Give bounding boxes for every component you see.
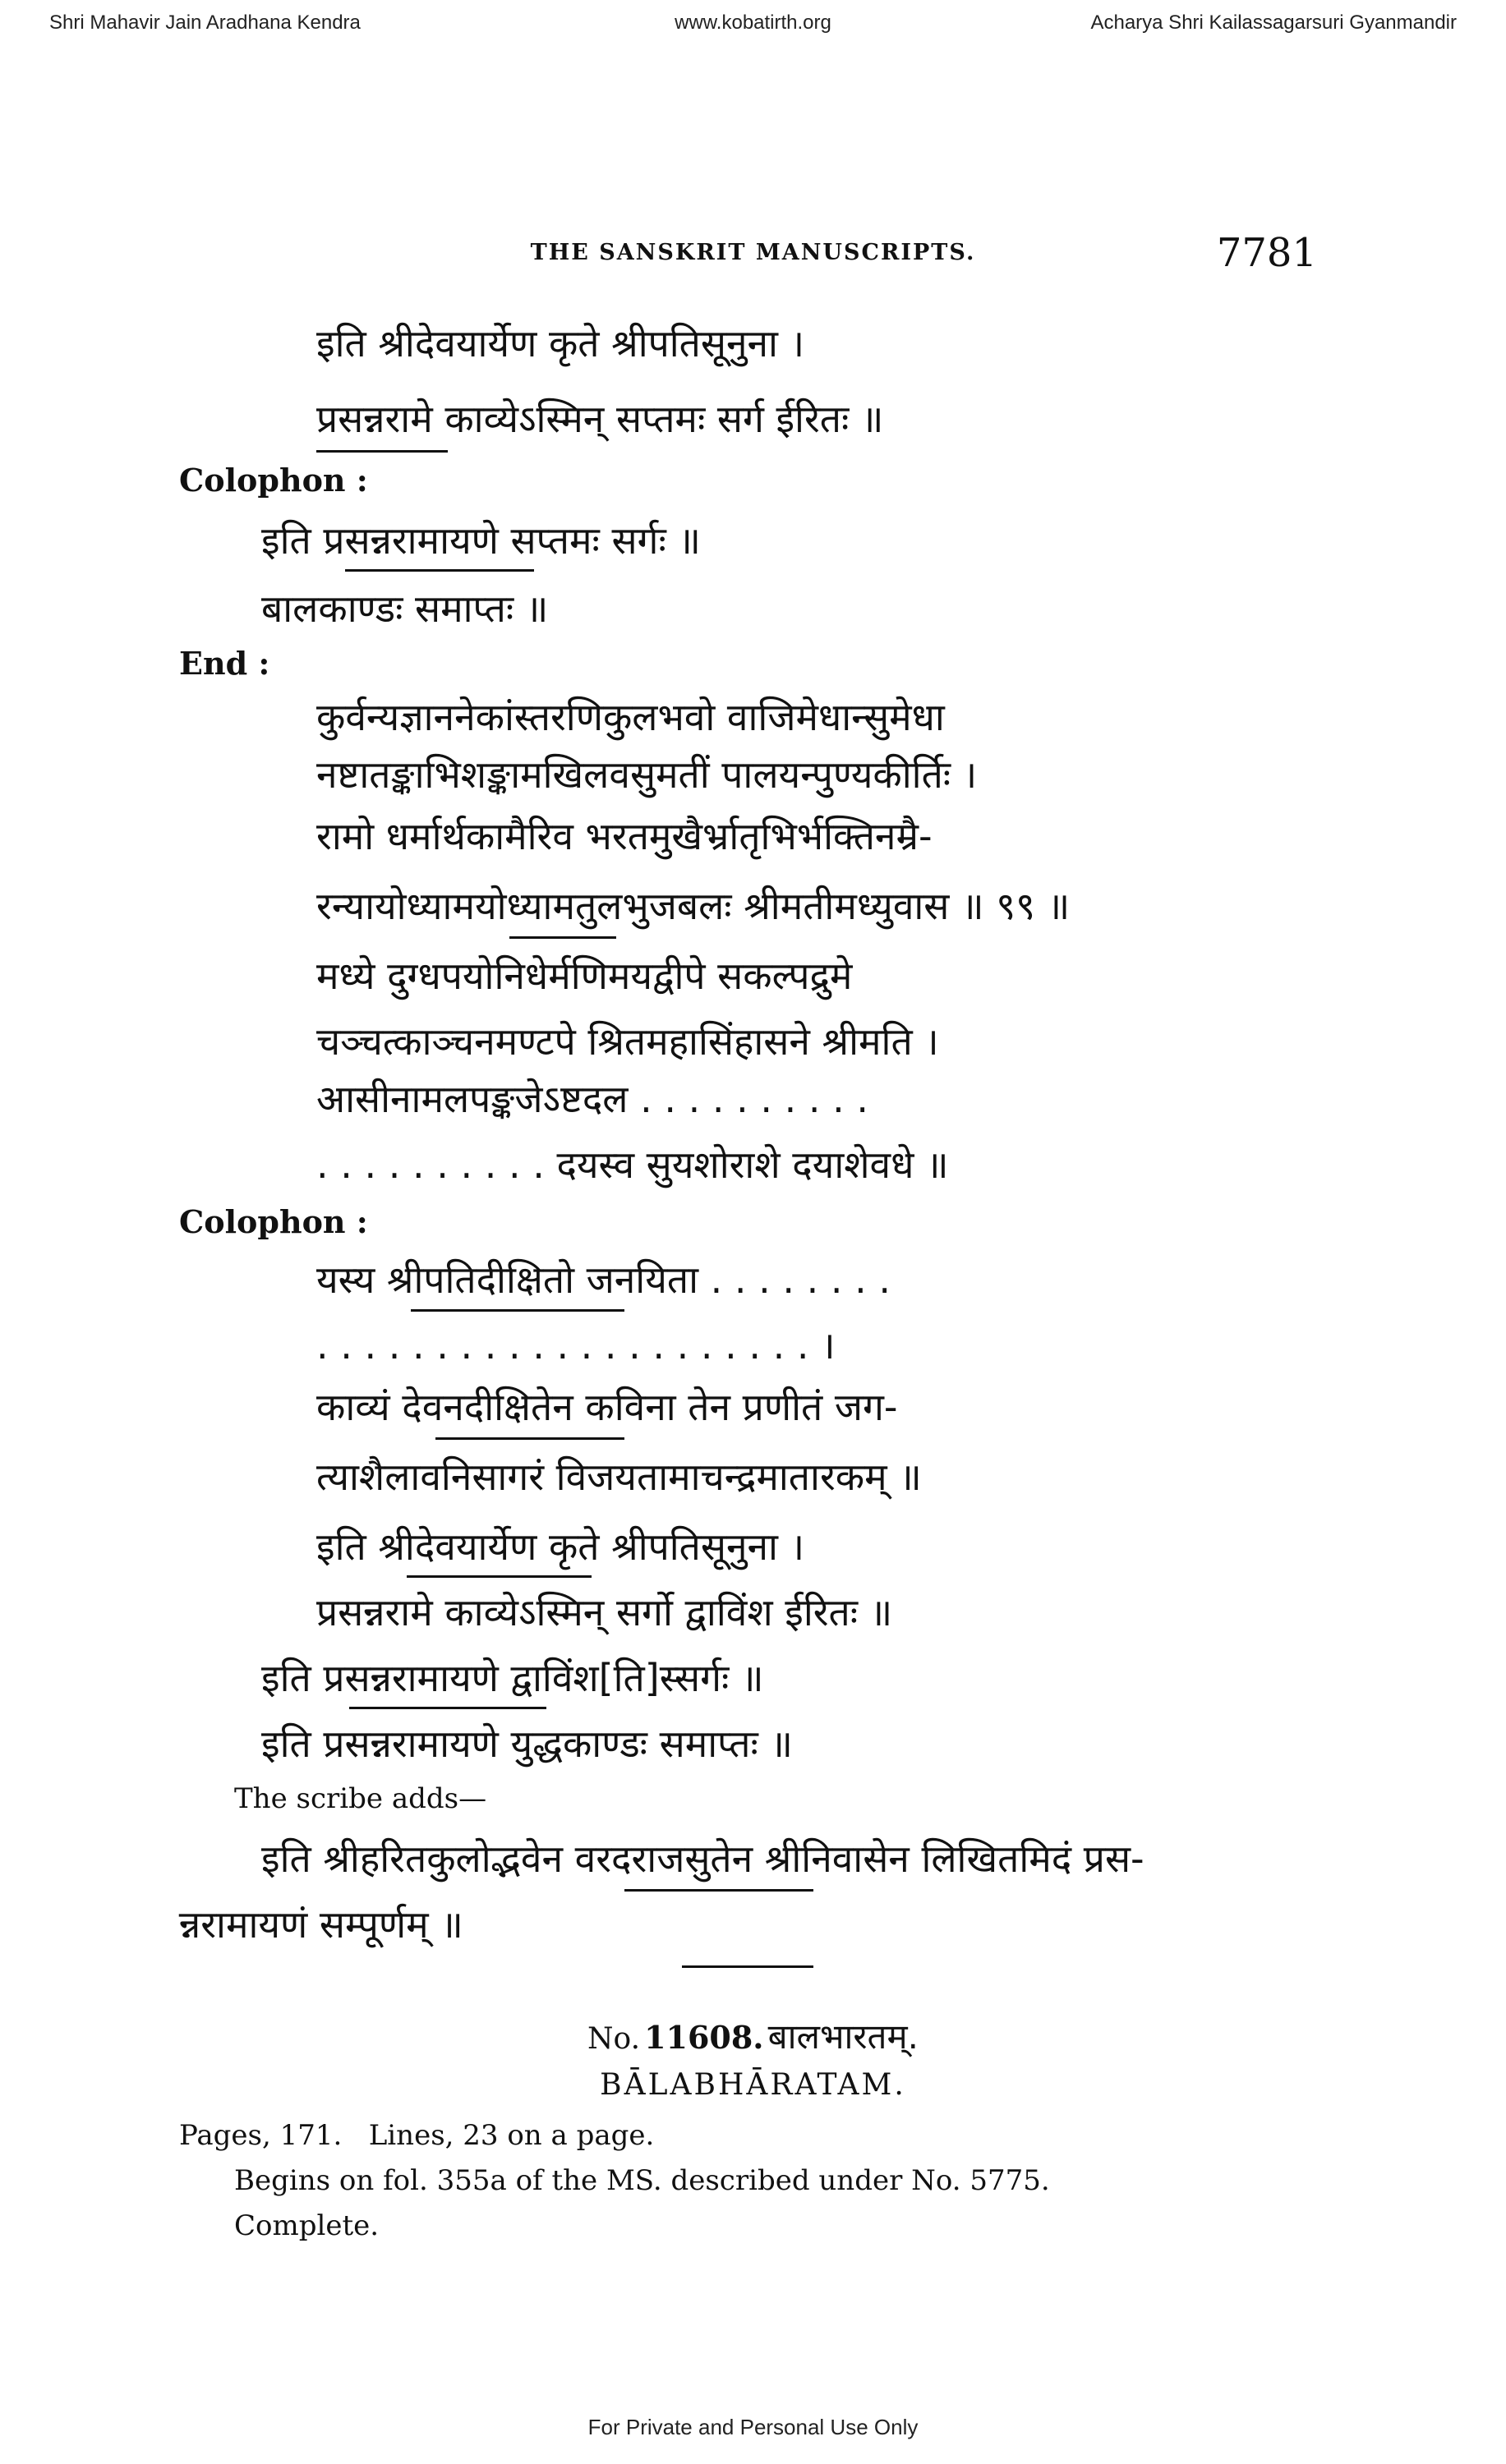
colophon-line: इति प्रसन्नरामायणे द्वाविंश[ति]स्सर्गः ॥	[261, 1656, 764, 1700]
underline	[411, 1309, 624, 1312]
colophon-line: त्याशैलावनिसागरं विजयतामाचन्द्रमातारकम् ॥	[316, 1455, 922, 1499]
colophon-label: Colophon :	[179, 462, 368, 499]
underline	[407, 1575, 592, 1578]
colophon-line: बालकाण्डः समाप्तः ॥	[261, 586, 549, 631]
scribe-line: न्नरामायणं सम्पूर्णम् ॥	[179, 1902, 463, 1947]
entry-no-prefix: No.	[587, 2022, 641, 2056]
entry-number: 11608.	[644, 2019, 764, 2056]
colophon-label: Colophon :	[179, 1203, 368, 1240]
underline	[435, 1437, 624, 1440]
section-divider	[682, 1965, 813, 1968]
header-left-text: Shri Mahavir Jain Aradhana Kendra	[49, 11, 361, 34]
colophon-line: इति प्रसन्नरामायणे युद्धकाण्डः समाप्तः ॥	[261, 1722, 793, 1766]
entry-sanskrit-title: बालभारतम्.	[767, 2016, 919, 2057]
footer-text: For Private and Personal Use Only	[587, 2415, 919, 2439]
end-line: चञ्चत्काञ्चनमण्टपे श्रितमहासिंहासने श्रीमति ।	[316, 1019, 939, 1064]
end-line: मध्ये दुग्धपयोनिधेर्मणिमयद्वीपे सकल्पद्रुमे	[316, 954, 853, 998]
underline	[624, 1889, 813, 1892]
entry-pages: Pages, 171.	[179, 2119, 343, 2152]
entry-lines: Lines, 23 on a page.	[368, 2119, 655, 2152]
colophon-line: इति प्रसन्नरामायणे सप्तमः सर्गः ॥	[261, 518, 701, 563]
end-line: नष्टातङ्काभिशङ्कामखिलवसुमतीं पालयन्पुण्यकीर्तिः ।	[316, 752, 978, 797]
entry-begins: Begins on fol. 355a of the MS. described under No. 5775.	[234, 2164, 1050, 2197]
scribe-note: The scribe adds—	[234, 1782, 487, 1815]
underline	[349, 1707, 546, 1709]
end-line: . . . . . . . . . . दयस्व सुयशोराशे दयाशेवधे ॥	[316, 1142, 949, 1187]
end-line: रामो धर्मार्थकामैरिव भरतमुखैर्भ्रातृभिर्भक्तिनम्रै-	[316, 814, 933, 858]
end-line: रन्यायोध्यामयोध्यामतुलभुजबलः श्रीमतीमध्युवास ॥ ९९ ॥	[316, 884, 1071, 928]
entry-complete: Complete.	[234, 2209, 380, 2242]
underline	[345, 569, 534, 572]
entry-heading	[0, 2012, 1506, 2059]
end-line: कुर्वन्यज्ञाननेकांस्तरणिकुलभवो वाजिमेधान्सुमेधा	[316, 695, 945, 739]
site-header	[0, 11, 1506, 44]
colophon-line: यस्य श्रीपतिदीक्षितो जनयिता . . . . . . . .	[316, 1257, 891, 1302]
colophon-line: प्रसन्नरामे काव्येऽस्मिन् सर्गो द्वाविंश ईरितः ॥	[316, 1590, 893, 1634]
scribe-line: इति श्रीहरितकुलोद्भवेन वरदराजसुतेन श्रीनिवासेन लिखितमिदं प्रस-	[261, 1837, 1144, 1881]
verse-line: इति श्रीदेवयार्येण कृते श्रीपतिसूनुना ।	[316, 321, 805, 365]
header-right-text: Acharya Shri Kailassagarsuri Gyanmandir	[1090, 11, 1457, 34]
underline	[509, 936, 616, 939]
entry-roman-title: BĀLABHĀRATAM.	[600, 2068, 906, 2102]
running-head: THE SANSKRIT MANUSCRIPTS.	[530, 240, 976, 265]
end-line: आसीनामलपङ्कजेऽष्टदल . . . . . . . . . .	[316, 1077, 868, 1121]
entry-pages-line	[179, 2119, 654, 2152]
colophon-line: . . . . . . . . . . . . . . . . . . . . . ।	[316, 1323, 836, 1368]
page-number: 7781	[1216, 230, 1317, 276]
colophon-line: काव्यं देवनदीक्षितेन कविना तेन प्रणीतं जग-	[316, 1385, 898, 1429]
colophon-line: इति श्रीदेवयार्येण कृते श्रीपतिसूनुना ।	[316, 1524, 805, 1569]
header-url[interactable]: www.kobatirth.org	[675, 11, 831, 34]
verse-line: प्रसन्नरामे काव्येऽस्मिन् सप्तमः सर्ग ईरितः ॥	[316, 397, 884, 441]
end-label: End :	[179, 645, 270, 682]
underline	[316, 450, 448, 453]
